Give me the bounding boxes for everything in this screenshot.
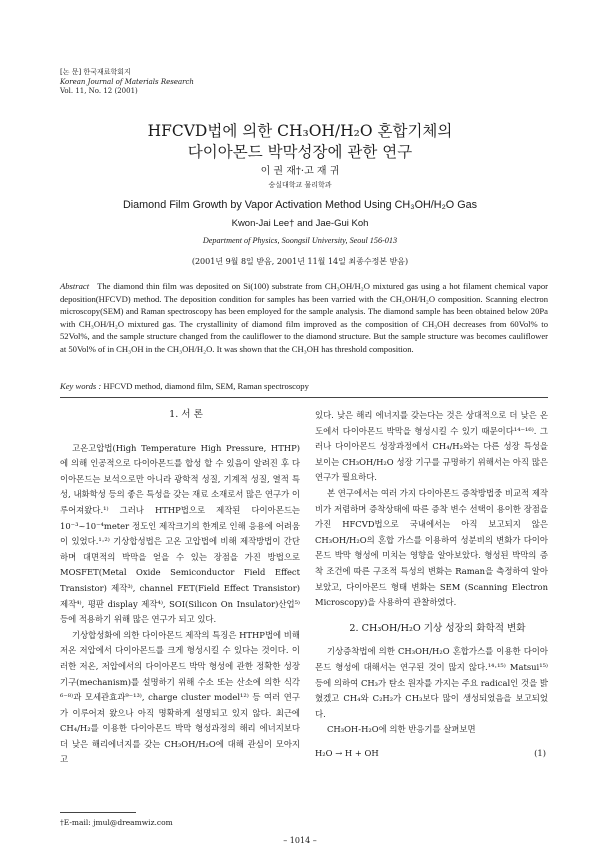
abstract-text: The diamond thin film was deposited on Si(100) substrate from CH₃OH/H₂O mixtured gas using a hot filament chemical vapor deposition(HFCVD) method. The deposition condition for samples has been varried with the CH₃OH/H₂O composition. Scanning electron microscopy(SEM) and Raman spectroscopy has been employed for the sample analysis. The diamond sample has been obtained below 20Pa with CH₃OH/H₂O mixtured gas. The crystallinity of diamond film improved as the composition of CH₃OH decreases from 60Vol% to 52Vol%, and the sample structure changed from the cauliflower to the diamond structure. But the sample structure was becomes cauliflower at 50Vol% of in CH₃OH in the CH₃OH/H₂O. It was shown that the CH₃OH has threshold composition. [60, 281, 548, 354]
right-column [315, 408, 548, 763]
section1-heading: 1. 서 론 [169, 409, 203, 420]
keywords-label: Key words : [60, 381, 102, 391]
authors-en: Kwon-Jai Lee† and Jae-Gui Koh [231, 218, 369, 229]
affiliation-ko: 숭실대학교 물리학과 [268, 181, 332, 189]
journal-header [60, 68, 194, 97]
right-paragraph-2: 본 연구에서는 여러 가지 다이아몬드 증착방법중 비교적 제작비가 저렴하며 증착상태에 따른 증착 변수 선택이 용이한 장점을 가진 HFCVD법으로 국내에서는 아직 보고되지 않은 CH₃OH/H₂O의 혼합 가스를 이용하여 성분비의 변화가 다이아몬드 박막 형성에 미치는 영향을 알아보았다. 형성된 박막의 증착 조건에 따른 구조적 특성의 변화는 Raman을 측정하여 알아보았고, 다이아몬드 형태 변화는 SEM (Scanning Electron Microscopy)을 사용하여 관찰하였다. [315, 487, 548, 608]
journal-header-line3: Vol. 11, No. 12 (2001) [60, 87, 138, 95]
journal-header-line1: [논 문] 한국재료학회지 [60, 68, 131, 76]
right-paragraph-3: 기상증착법에 의한 CH₃OH/H₂O 혼합가스를 이용한 다이아몬드 형성에 대해서는 연구된 것이 많지 않다.¹⁴·¹⁵⁾ Matsui¹⁵⁾ 등에 의하여 CH₃가 탄소 원자를 가지는 주요 radical인 것을 밝혔겠고 CH₄와 C₂H₂가 CH₃보다 많이 생성되었음을 보고되었다. [315, 646, 548, 719]
received-date: (2001년 9월 8일 받음, 2001년 11월 14일 최종수정본 받음) [191, 257, 409, 266]
footnote-email: †E-mail: jmul@dreamwiz.com [60, 818, 173, 827]
divider-rule [60, 397, 548, 398]
footnote-rule [60, 812, 136, 813]
journal-header-line2: Korean Journal of Materials Research [60, 77, 194, 86]
affiliation-en: Department of Physics, Soongsil University, Seoul 156-013 [202, 236, 398, 245]
section2-heading: 2. CH₃OH/H₂O 기상 성장의 화학적 변화 [349, 622, 526, 634]
authors-ko: 이 권 재†·고 재 귀 [260, 166, 340, 177]
title-ko-line1: HFCVD법에 의한 CH₃OH/H₂O 혼합기체의 [147, 122, 453, 140]
page-number: – 1014 – [283, 836, 317, 845]
title-en: Diamond Film Growth by Vapor Activation Method Using CH₃OH/H₂O Gas [122, 199, 477, 211]
right-paragraph-1: 있다. 낮은 해리 에너지를 갖는다는 것은 상대적으로 더 낮은 온도에서 다이아몬드 박막을 형성시킬 수 있기 때문이다¹⁴⁻¹⁶⁾. 그러나 다이아몬드 성장과정에서 CH₄/H₂와는 다른 성장 특성을 보이는 CH₃OH/H₂O 성장 기구를 규명하기 위해서는 아직 많은 연구가 필요하다. [315, 410, 548, 483]
right-paragraph-4: CH₃OH-H₂O에 의한 반응기를 살펴보면 [327, 724, 476, 735]
abstract [60, 280, 548, 356]
equation-text: H₂O → H + OH [315, 747, 379, 758]
abstract-label: Abstract [60, 281, 90, 291]
keywords-text: HFCVD method, diamond film, SEM, Raman spectroscopy [103, 381, 309, 391]
keywords [60, 381, 309, 391]
equation-number: (1) [534, 747, 546, 758]
left-column [60, 409, 300, 768]
left-paragraph-2: 기상합성화에 의한 다이아몬드 제작의 특징은 HTHP법에 비해 저온 저압에서 다이아몬드를 크게 형성시킬 수 있다는 것이다. 이러한 저온, 저압에서의 다이아몬드 박막 형성에 관한 정확한 성장기구(mechanism)를 설명하기 위해 수소 또는 산소에 의한 식각⁶⁻⁸⁾과 모세관효과⁹⁻¹³⁾, charge cluster model¹²⁾ 등 여러 연구가 이루어져 왔으나 아직 명확하게 설명되고 있지 않다. 최근에 CH₄/H₂를 이용한 다이아몬드 박막 형성과정의 해리 에너지보다 더 낮은 해리에너지를 갖는 CH₃OH/H₂O에 대해 관심이 모아지고 [60, 629, 300, 765]
title-ko-line2: 다이아몬드 박막성장에 관한 연구 [187, 143, 413, 161]
left-paragraph-1: 고온고압법(High Temperature High Pressure, HTHP) 에 의해 인공적으로 다이아몬드를 합성 할 수 있음이 알려진 후 다이아몬드는 보석으로만 아니라 광학적 성질, 기계적 성질, 열적 특성, 내화학성 등의 좋은 특성을 갖는 재료 소재로서 많은 연구가 이루어져왔다.¹⁾ 그러나 HTHP법으로 제작된 다이아몬드는 10⁻³~10⁻⁴meter 정도인 제작크기의 한계로 인해 응용에 어려움이 있었다.¹·²⁾ 기상합성법은 고온 고압법에 비해 제작방법이 간단하며 대면적의 박막을 얻을 수 있는 장점을 가진 방법으로 MOSFET(Metal Oxide Semiconductor Field Effect Transistor) 제작³⁾, channel FET(Field Effect Transistor) 제작⁴⁾, 평판 display 제작⁴⁾, SOI(Silicon On Insulator)산업⁵⁾ 등에 적용하기 위해 많은 연구가 되고 있다. [60, 442, 300, 625]
equation-1 [315, 746, 548, 763]
